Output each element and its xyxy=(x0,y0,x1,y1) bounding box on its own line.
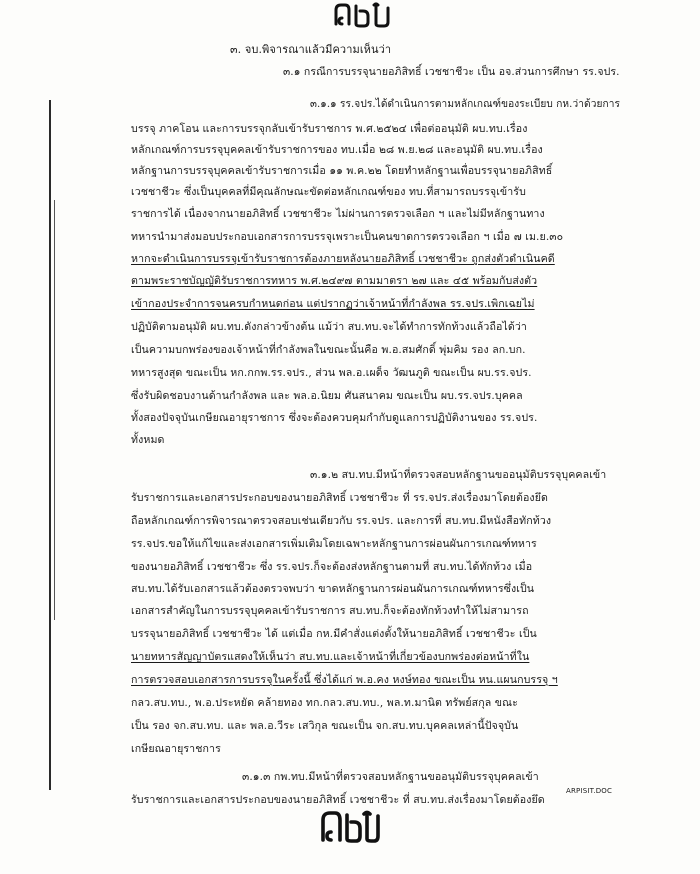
text-line: ๓.๑.๒ สบ.ทบ.มีหน้าที่ตรวจสอบหลักฐานขออนุมัติบรรจุบุคคลเข้า xyxy=(310,469,607,481)
text-line: บรรจุ ภาคโอน และการบรรจุกลับเข้ารับราชการ พ.ศ.๒๕๒๔ เพื่อต่ออนุมัติ ผบ.ทบ.เรื่อง xyxy=(131,123,528,135)
text-line: หากจะดำเนินการบรรจุเข้ารับราชการต้องภายหลังนายอภิสิทธิ์ เวชชาชีวะ ถูกส่งตัวดำเนินคดี xyxy=(131,253,555,265)
section-heading: ๓. จบ.พิจารณาแล้วมีความเห็นว่า xyxy=(230,43,392,56)
classification-stamp-bottom xyxy=(318,808,380,844)
text-line: เวชชาชีวะ ซึ่งเป็นบุคคลที่มีคุณลักษณะขัดต่อหลักเกณฑ์ของ ทบ.ที่สามารถบรรจุเข้ารับ xyxy=(131,186,526,198)
text-line: ทั้งหมด xyxy=(131,434,165,446)
text-line: รับราชการและเอกสารประกอบของนายอภิสิทธิ์ เวชชาชีวะ ที่ รร.จปร.ส่งเรื่องมาโดยต้องยึด xyxy=(131,492,548,504)
text-line: รร.จปร.ขอให้แก้ไขและส่งเอกสารเพิ่มเติมโดยเฉพาะหลักฐานการผ่อนผันการเกณฑ์ทหาร xyxy=(131,538,537,550)
text-line: บรรจุนายอภิสิทธิ์ เวชชาชีวะ ได้ แต่เมื่อ กห.มีคำสั่งแต่งตั้งให้นายอภิสิทธิ์ เวชชาชีวะ เป็น xyxy=(131,628,537,640)
text-line: ทั้งสองปัจจุบันเกษียณอายุราชการ ซึ่งจะต้องควบคุมกำกับดูแลการปฏิบัติงานของ รร.จปร. xyxy=(131,412,538,424)
margin-binding-mark xyxy=(49,100,51,790)
text-line: นายทหารสัญญาบัตรแสดงให้เห็นว่า สบ.ทบ.และเจ้าหน้าที่เกี่ยวข้องบกพร่องต่อหน้าที่ใน xyxy=(131,651,530,663)
text-line: รับราชการและเอกสารประกอบของนายอภิสิทธิ์ เวชชาชีวะ ที่ สบ.ทบ.ส่งเรื่องมาโดยต้องยึด xyxy=(131,794,545,806)
text-line: ทหารนำมาส่งมอบประกอบเอกสารการบรรจุเพราะเป็นคนขาดการตรวจเลือก ฯ เมื่อ ๗ เม.ย.๓๐ xyxy=(131,231,564,243)
text-line: ราชการได้ เนื่องจากนายอภิสิทธิ์ เวชชาชีวะ ไม่ผ่านการตรวจเลือก ฯ และไม่มีหลักฐานทาง xyxy=(131,208,545,220)
text-line: ๓.๑.๓ กพ.ทบ.มีหน้าที่ตรวจสอบหลักฐานขออนุมัติบรรจุบุคคลเข้า xyxy=(242,771,539,783)
text-line: เป็น รอง จก.สบ.ทบ. และ พล.อ.วีระ เสวิกุล ขณะเป็น จก.สบ.ทบ.บุคคลเหล่านี้ปัจจุบัน xyxy=(131,720,519,732)
text-line: หลักเกณฑ์การบรรจุบุคคลเข้ารับราชการของ ทบ.เมื่อ ๒๘ พ.ย.๒๘ และอนุมัติ ผบ.ทบ.เรื่อง xyxy=(131,144,543,156)
margin-binding-mark-secondary xyxy=(54,200,55,620)
text-line: ๓.๑ กรณีการบรรจุนายอภิสิทธิ์ เวชชาชีวะ เป็น อจ.ส่วนการศึกษา รร.จปร. xyxy=(283,66,620,78)
text-line: ซึ่งรับผิดชอบงานด้านกำลังพล และ พล.อ.นิยม ศันสนาคม ขณะเป็น ผบ.รร.จปร.บุคคล xyxy=(131,390,523,402)
footer-filename: ARPISIT.DOC xyxy=(566,787,613,795)
text-line: เอกสารสำคัญในการบรรจุบุคคลเข้ารับราชการ สบ.ทบ.ก็จะต้องทักท้วงทำให้ไม่สามารถ xyxy=(131,605,529,617)
text-line: เป็นความบกพร่องของเจ้าหน้าที่กำลังพลในขณะนั้นคือ พ.อ.สมศักดิ์ พุ่มคิม รอง ลก.บก. xyxy=(131,344,526,356)
text-line: เข้ากองประจำการจนครบกำหนดก่อน แต่ปรากฏว่าเจ้าหน้าที่กำลังพล รร.จปร.เพิกเฉยไม่ xyxy=(131,298,535,310)
text-line: ปฏิบัติตามอนุมัติ ผบ.ทบ.ดังกล่าวข้างต้น แม้ว่า สบ.ทบ.จะได้ทำการทักท้วงแล้วถือได้ว่า xyxy=(131,321,527,333)
text-line: หลักฐานการบรรจุบุคคลเข้ารับราชการเมื่อ ๑๑ พ.ค.๒๒ โดยทำหลักฐานเพื่อบรรจุนายอภิสิทธิ์ xyxy=(131,165,553,177)
text-line: ถือหลักเกณฑ์การพิจารณาตรวจสอบเช่นเดียวกับ รร.จปร. และการที่ สบ.ทบ.มีหนังสือทักท้วง xyxy=(131,515,552,527)
text-line: เกษียณอายุราชการ xyxy=(131,743,221,755)
text-line: สบ.ทบ.ได้รับเอกสารแล้วต้องตรวจพบว่า ขาดหลักฐานการผ่อนผันการเกณฑ์ทหารซึ่งเป็น xyxy=(131,583,535,595)
text-line: ตามพระราชบัญญัติรับราชการทหาร พ.ศ.๒๔๙๗ ตามมาตรา ๒๗ และ ๔๕ พร้อมกับส่งตัว xyxy=(131,275,538,287)
text-line: การตรวจสอบเอกสารการบรรจุในครั้งนี้ ซึ่งได้แก่ พ.อ.คง หงษ์ทอง ขณะเป็น หน.แผนกบรรจุ ฯ xyxy=(131,674,558,686)
classification-stamp-top xyxy=(330,2,400,28)
text-line: กลว.สบ.ทบ., พ.อ.ประหยัด คล้ายทอง ทก.กลว.สบ.ทบ., พล.ท.มานิต ทรัพย์สกุล ขณะ xyxy=(131,697,518,709)
text-line: ทหารสูงสุด ขณะเป็น หก.กกพ.รร.จปร., ส่วน พล.อ.เผด็จ วัฒนภูติ ขณะเป็น ผบ.รร.จปร. xyxy=(131,367,532,379)
text-line: ของนายอภิสิทธิ์ เวชชาชีวะ ซึ่ง รร.จปร.ก็จะต้องส่งหลักฐานตามที่ สบ.ทบ.ได้ทักท้วง เมื่อ xyxy=(131,561,533,573)
text-line: ๓.๑.๑ รร.จปร.ได้ดำเนินการตามหลักเกณฑ์ของระเบียบ กห.ว่าด้วยการ xyxy=(310,98,620,110)
